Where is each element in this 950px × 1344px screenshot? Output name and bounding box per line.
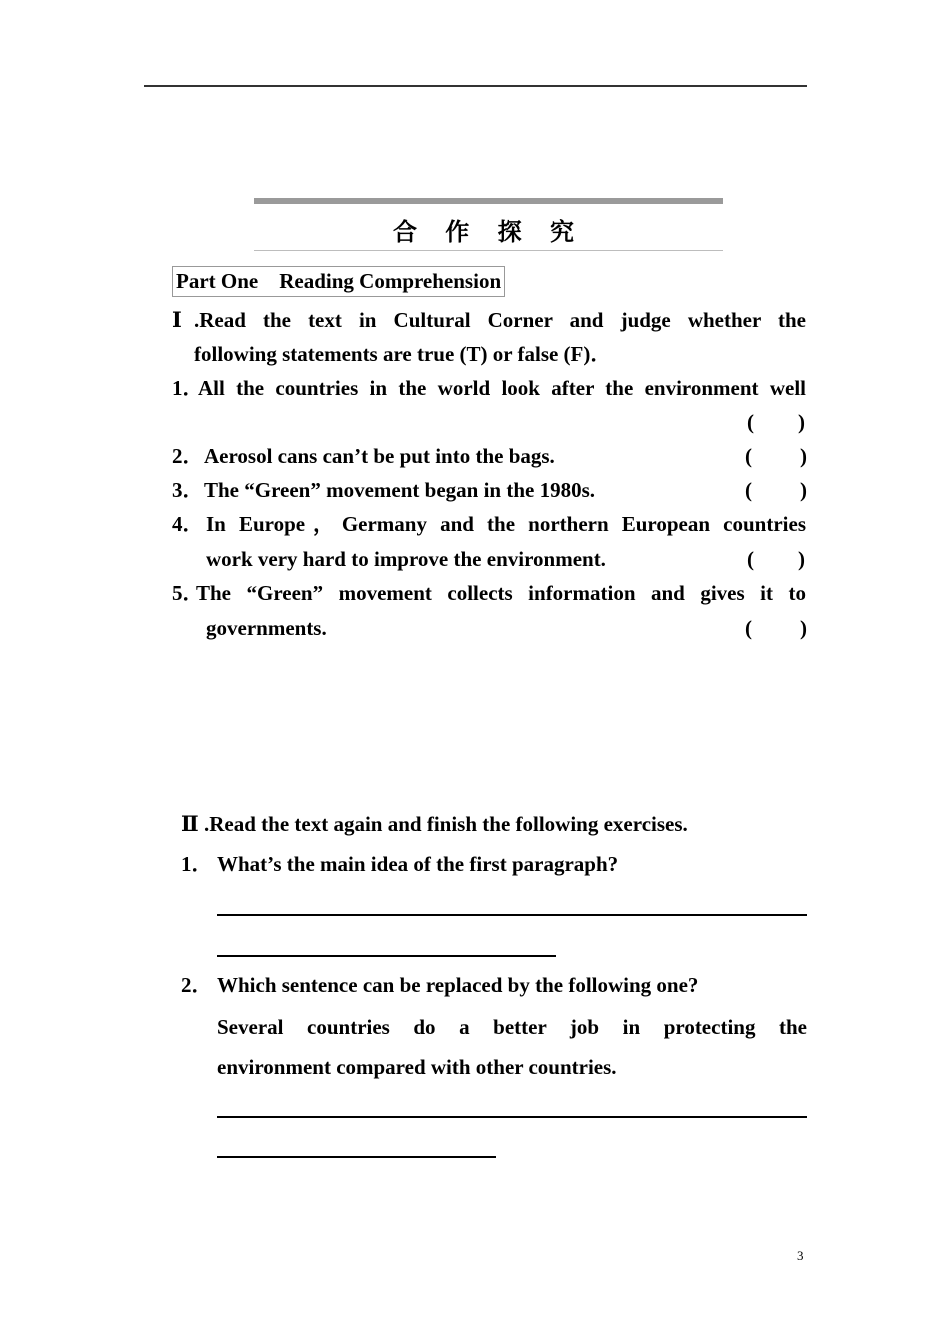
item-4-number: 4． (172, 512, 204, 536)
item-1-text: All the countries in the world look after the environment well (198, 376, 806, 400)
question-2-sentence-line1: Several countries do a better job in protecting the (217, 1015, 807, 1039)
paren-close: ) (800, 444, 807, 468)
item-1-answer-paren[interactable] (747, 408, 805, 436)
header-rule (144, 85, 807, 87)
item-2-number: 2． (172, 444, 204, 468)
item-5-text-line2: governments. (206, 616, 327, 640)
section1-instruction-line1: .Read the text in Cultural Corner and judge whether the (194, 308, 806, 332)
question-1-text: What’s the main idea of the first paragraph? (217, 852, 619, 876)
paren-close: ) (800, 478, 807, 502)
question-2-number: 2． (181, 973, 213, 997)
question-1-answer-line-2[interactable] (217, 955, 556, 957)
item-5-answer-paren[interactable] (745, 614, 807, 642)
title-underline (254, 250, 723, 251)
paren-open: ( (747, 547, 754, 571)
item-1-number: 1． (172, 376, 204, 400)
question-2-answer-line-2[interactable] (217, 1156, 496, 1158)
section-title: 合 作 探 究 (392, 218, 585, 246)
question-1-answer-line-1[interactable] (217, 914, 807, 916)
paren-open: ( (745, 616, 752, 640)
item-5-number: 5． (172, 581, 204, 605)
paren-open: ( (745, 478, 752, 502)
question-2-sentence-line2: environment compared with other countries. (217, 1055, 617, 1079)
question-2-text: Which sentence can be replaced by the following one? (217, 973, 699, 997)
item-2-answer-paren[interactable] (745, 442, 807, 470)
item-2-text: Aerosol cans can’t be put into the bags. (204, 444, 555, 468)
page-number: 3 (797, 1248, 804, 1263)
item-4-answer-paren[interactable] (747, 545, 805, 573)
section2-instruction: .Read the text again and finish the following exercises. (204, 812, 688, 836)
item-4-text-line1: In Europe，Germany and the northern European countries (206, 512, 806, 536)
section2-roman: Ⅱ (181, 812, 199, 836)
paren-close: ) (798, 547, 805, 571)
item-4-text-line2: work very hard to improve the environment. (206, 547, 606, 571)
section1-instruction-line2: following statements are true (T) or false (F)． (194, 342, 612, 366)
paren-close: ) (798, 410, 805, 434)
item-3-number: 3． (172, 478, 204, 502)
item-5-text-line1: The “Green” movement collects information and gives it to (196, 581, 806, 605)
section1-roman: Ⅰ (172, 308, 182, 332)
question-2-answer-line-1[interactable] (217, 1116, 807, 1118)
paren-close: ) (800, 616, 807, 640)
paren-open: ( (745, 444, 752, 468)
title-bar (254, 198, 723, 204)
paren-open: ( (747, 410, 754, 434)
item-3-answer-paren[interactable] (745, 476, 807, 504)
part-label: Part One Reading Comprehension (172, 266, 505, 297)
item-3-text: The “Green” movement began in the 1980s. (204, 478, 596, 502)
question-1-number: 1． (181, 852, 213, 876)
